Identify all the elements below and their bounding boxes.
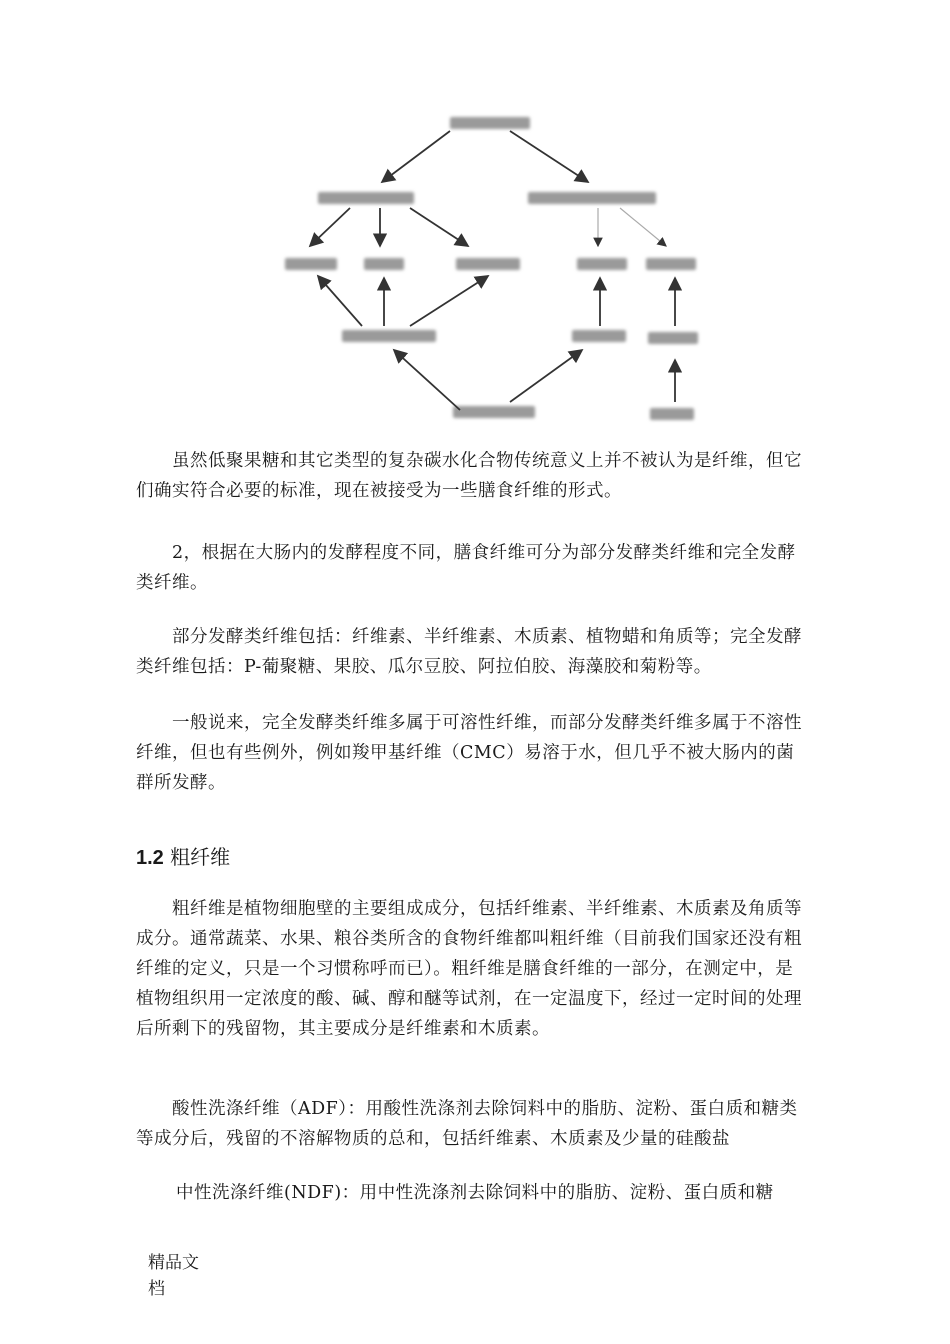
leaf-node-1 (285, 258, 337, 270)
leaf-node-3 (456, 258, 520, 270)
right-node (528, 192, 656, 204)
fiber-classification-diagram (270, 100, 720, 435)
leaf-node-4 (577, 258, 627, 270)
paragraph-fermentation-classification: 2，根据在大肠内的发酵程度不同，膳食纤维可分为部分发酵类纤维和完全发酵类纤维。 (136, 543, 796, 593)
section-number: 1.2 (136, 847, 164, 869)
footer-label: 精品文档 (148, 1253, 199, 1299)
section-heading (136, 842, 230, 873)
bottom-right-node (650, 408, 694, 420)
paragraph-ndf: 中性洗涤纤维(NDF)：用中性洗涤剂去除饲料中的脂肪、淀粉、蛋白质和糖 (176, 1183, 774, 1203)
mid-node-1 (342, 330, 436, 342)
paragraph-adf: 酸性洗涤纤维（ADF）：用酸性洗涤剂去除饲料中的脂肪、淀粉、蛋白质和糖类等成分后，残留的不溶解物质的总和，包括纤维素、木质素及少量的硅酸盐 (136, 1099, 798, 1149)
paragraph-crude-fiber: 粗纤维是植物细胞壁的主要组成成分，包括纤维素、半纤维素、木质素及角质等成分。通常蔬菜、水果、粮谷类所含的食物纤维都叫粗纤维（目前我们国家还没有粗纤维的定义，只是一个习惯称呼而已）。粗纤维是膳食纤维的一部分，在测定中，是植物组织用一定浓度的酸、碱、醇和醚等试剂，在一定温度下，经过一定时间的处理后所剩下的残留物，其主要成分是纤维素和木质素。 (136, 899, 802, 1039)
left-node (318, 192, 414, 204)
paragraph-solubility: 一般说来，完全发酵类纤维多属于可溶性纤维，而部分发酵类纤维多属于不溶性纤维，但也有些例外，例如羧甲基纤维（CMC）易溶于水，但几乎不被大肠内的菌群所发酵。 (136, 713, 802, 793)
top-node (450, 117, 530, 129)
bottom-node (453, 406, 535, 418)
paragraph-fermentation-types: 部分发酵类纤维包括：纤维素、半纤维素、木质素、植物蜡和角质等；完全发酵类纤维包括：P-葡聚糖、果胶、瓜尔豆胶、阿拉伯胶、海藻胶和菊粉等。 (136, 627, 802, 677)
mid-node-3 (648, 332, 698, 344)
paragraph-oligosaccharides: 虽然低聚果糖和其它类型的复杂碳水化合物传统意义上并不被认为是纤维，但它们确实符合必要的标准，现在被接受为一些膳食纤维的形式。 (136, 451, 802, 501)
leaf-node-2 (364, 258, 404, 270)
mid-node-2 (572, 330, 626, 342)
section-title: 粗纤维 (170, 845, 231, 869)
leaf-node-5 (646, 258, 696, 270)
